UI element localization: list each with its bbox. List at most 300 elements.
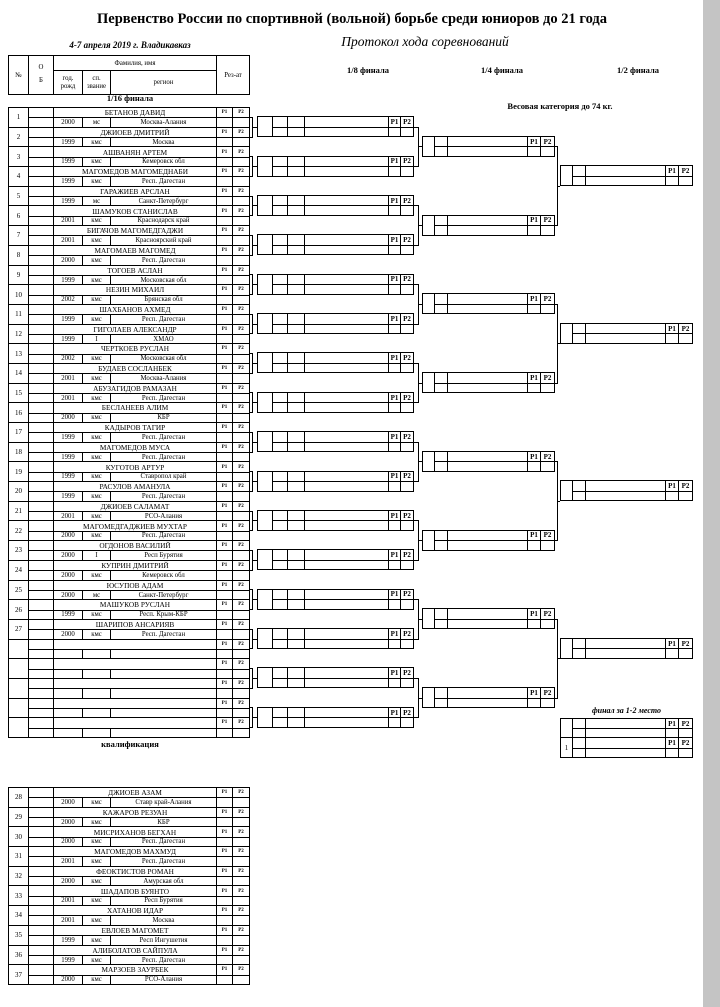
bracket-cell xyxy=(288,166,305,176)
entrant-row xyxy=(9,788,249,807)
bracket-slot-number xyxy=(258,550,273,569)
entrant-name: КАЖАРОВ РЕЗУАН xyxy=(54,808,217,817)
entrant-row xyxy=(9,964,249,984)
entrant-o-cell xyxy=(29,128,54,137)
bracket-cell xyxy=(288,550,305,560)
bracket-cell xyxy=(273,520,288,530)
period1-score xyxy=(217,590,233,599)
entrant-row xyxy=(9,402,249,422)
period1-score xyxy=(217,176,233,185)
entrant-number: 6 xyxy=(9,206,29,225)
period2-score xyxy=(233,491,249,500)
period-label: P2 xyxy=(543,373,552,382)
match-pair-1-16 xyxy=(8,343,250,383)
entrant-o-cell xyxy=(29,285,54,294)
header-year-line1: год. xyxy=(62,75,74,83)
period-label: P2 xyxy=(403,157,411,166)
entrant-number: 22 xyxy=(9,521,29,540)
period2-score xyxy=(233,550,249,559)
bracket-cell xyxy=(305,275,389,285)
bracket-cell xyxy=(273,560,288,570)
period1-label: P1 xyxy=(217,926,233,935)
period1-score xyxy=(217,137,233,146)
bracket-cell xyxy=(666,491,679,501)
period2-label: P2 xyxy=(238,464,244,470)
entrant-region xyxy=(111,728,217,737)
period-label: P2 xyxy=(403,629,411,638)
bracket-cell xyxy=(288,629,305,639)
page-title: Первенство России по спортивной (вольной) борьбе среди юниоров до 21 года xyxy=(96,11,608,27)
match-box-1-8 xyxy=(257,628,414,649)
entrant-number: 21 xyxy=(9,502,29,521)
bracket-cell xyxy=(288,560,305,570)
bracket-cell xyxy=(448,294,528,304)
bracket-cell xyxy=(573,738,586,748)
period2-score xyxy=(233,511,249,520)
bracket-cell xyxy=(305,284,389,294)
bracket-cell xyxy=(435,294,448,304)
bracket-cell xyxy=(666,728,679,737)
match-box-1-8 xyxy=(257,431,414,452)
entrant-rank: кмс xyxy=(83,629,111,638)
entrant-region: Респ Ингушетия xyxy=(111,935,217,944)
bracket-cell xyxy=(573,728,586,737)
period1-label: P1 xyxy=(217,128,233,137)
entrant-number: 18 xyxy=(9,443,29,462)
match-box-1-4 xyxy=(422,215,555,236)
period-label: P1 xyxy=(528,452,541,462)
entrant-row xyxy=(9,266,249,285)
entrant-region: Респ. Дагестан xyxy=(111,531,217,540)
entrant-rank: мс xyxy=(83,117,111,126)
entrant-year xyxy=(54,708,83,717)
entrant-row xyxy=(9,442,249,462)
entrant-number: 14 xyxy=(9,364,29,383)
entrant-region: Респ. Дагестан xyxy=(111,955,217,964)
entrant-row xyxy=(9,245,249,265)
entrant-region: Респ Бурятия xyxy=(111,550,217,559)
entrant-row xyxy=(9,423,249,442)
period-label: P1 xyxy=(389,196,401,206)
entrant-year: 1999 xyxy=(54,472,83,481)
entrant-region: Респ. Дагестан xyxy=(111,432,217,441)
entrant-name: ТОГОЕВ АСЛАН xyxy=(54,266,217,275)
period-label: P2 xyxy=(543,216,552,225)
entrant-region: Респ. Дагестан xyxy=(111,452,217,461)
period2-label: P2 xyxy=(238,523,244,529)
period-label: P2 xyxy=(403,669,411,678)
bracket-cell xyxy=(401,402,413,412)
entrant-o-cell xyxy=(29,344,54,353)
period-label: P2 xyxy=(403,117,411,126)
entrant-name: МАГОМЕДОВ МУСА xyxy=(54,443,217,452)
period2-label: P2 xyxy=(238,967,244,973)
entrant-region: Респ. Дагестан xyxy=(111,314,217,323)
bracket-cell xyxy=(288,599,305,609)
bracket-cell xyxy=(586,333,666,343)
period2-label: P2 xyxy=(238,503,244,509)
period2-label: P2 xyxy=(238,582,244,588)
period-label: P1 xyxy=(666,639,679,649)
match-pair-1-16 xyxy=(8,383,250,423)
match-box-1-4 xyxy=(422,136,555,157)
event-date-place: 4-7 апреля 2019 г. Владикавказ xyxy=(69,40,191,50)
bracket-cell xyxy=(435,619,448,629)
entrant-name: АБУЗАГИДОВ РАМАЗАН xyxy=(54,384,217,393)
entrant-region: РСО-Алания xyxy=(111,511,217,520)
entrant-b-cell xyxy=(29,837,54,846)
entrant-year: 1999 xyxy=(54,314,83,323)
period2-label: P2 xyxy=(238,385,244,391)
period-label: P1 xyxy=(389,393,401,403)
period1-label: P1 xyxy=(217,344,233,353)
period-label: P2 xyxy=(681,719,690,728)
bracket-connector xyxy=(414,560,419,561)
entrant-year: 1999 xyxy=(54,491,83,500)
bracket-slot-number xyxy=(423,373,435,392)
period2-score xyxy=(233,708,249,717)
bracket-slot-number xyxy=(561,481,573,500)
period1-score xyxy=(217,856,233,865)
period1-score xyxy=(217,649,233,658)
period-label: P2 xyxy=(681,167,690,175)
entrant-rank: кмс xyxy=(83,531,111,540)
entrant-name: ЧЕРТКОЕВ РУСЛАН xyxy=(54,344,217,353)
bracket-cell xyxy=(435,225,448,235)
bracket-cell xyxy=(401,639,413,649)
entrant-rank: кмс xyxy=(83,472,111,481)
period2-score xyxy=(233,157,249,166)
bracket-cell xyxy=(288,708,305,718)
round-label-1-4: 1/4 финала xyxy=(480,65,523,75)
period1-score xyxy=(217,629,233,638)
entrant-region: РСО-Алания xyxy=(111,975,217,984)
entrant-rank: кмс xyxy=(83,511,111,520)
entrant-b-cell xyxy=(29,432,54,441)
match-box-1-8 xyxy=(257,667,414,688)
entrant-year: 2000 xyxy=(54,629,83,638)
bracket-cell xyxy=(305,629,389,639)
entrant-region: КБР xyxy=(111,817,217,826)
period2-score xyxy=(233,275,249,284)
entrant-year: 2000 xyxy=(54,570,83,579)
period-label: P2 xyxy=(543,295,552,304)
period1-label: P1 xyxy=(217,167,233,176)
period-label: P1 xyxy=(389,629,401,639)
entrant-rank: кмс xyxy=(83,216,111,225)
bracket-cell xyxy=(305,393,389,403)
period2-score xyxy=(233,255,249,264)
match-pair-1-16 xyxy=(8,422,250,462)
period-label: P1 xyxy=(528,216,541,226)
bracket-cell xyxy=(528,540,541,550)
bracket-cell xyxy=(273,166,288,176)
period2-label: P2 xyxy=(238,149,244,155)
entrant-row xyxy=(9,699,249,718)
period-label: P1 xyxy=(389,117,401,127)
match-pair-1-16 xyxy=(8,225,250,265)
period2-score xyxy=(233,935,249,944)
entrant-name xyxy=(54,718,217,727)
bracket-cell xyxy=(389,678,401,688)
period1-score xyxy=(217,935,233,944)
bracket-cell xyxy=(586,491,666,501)
match-box-1-8 xyxy=(257,707,414,728)
entrant-rank: кмс xyxy=(83,452,111,461)
bracket-cell xyxy=(586,648,666,658)
entrant-region: Москва xyxy=(111,915,217,924)
bracket-connector xyxy=(555,540,558,541)
period1-score xyxy=(217,550,233,559)
final-match-box xyxy=(560,718,693,738)
period-label: P2 xyxy=(403,275,411,284)
entrant-b-cell xyxy=(29,413,54,422)
entrant-region: Респ Бурятия xyxy=(111,896,217,905)
entrant-number: 16 xyxy=(9,403,29,422)
entrant-year: 2000 xyxy=(54,117,83,126)
entrant-row xyxy=(9,620,249,639)
entrant-year: 2000 xyxy=(54,550,83,559)
bracket-cell xyxy=(401,442,413,452)
bracket-slot-number xyxy=(258,590,273,609)
period2-score xyxy=(233,531,249,540)
entrant-region: КБР xyxy=(111,413,217,422)
period-label: P1 xyxy=(528,294,541,304)
entrant-rank: кмс xyxy=(83,275,111,284)
entrant-region: Красноярский край xyxy=(111,235,217,244)
period1-score xyxy=(217,275,233,284)
header-ob-top: О xyxy=(38,64,44,72)
bracket-cell xyxy=(288,275,305,285)
bracket-cell xyxy=(273,708,288,718)
bracket-connector xyxy=(414,639,419,640)
bracket-cell xyxy=(288,127,305,137)
bracket-slot-number xyxy=(258,275,273,294)
period1-score xyxy=(217,728,233,737)
period-label: P1 xyxy=(528,531,541,541)
entrant-number: 4 xyxy=(9,167,29,186)
bracket-cell xyxy=(273,668,288,678)
entrant-row xyxy=(9,205,249,225)
match-box-1-8 xyxy=(257,156,414,177)
period1-score xyxy=(217,511,233,520)
entrant-name: АШВАНЯН АРТЕМ xyxy=(54,147,217,156)
period-label: P2 xyxy=(681,738,690,747)
period1-score xyxy=(217,117,233,126)
match-box-1-4 xyxy=(422,608,555,629)
period1-score xyxy=(217,817,233,826)
period1-score xyxy=(217,837,233,846)
period2-score xyxy=(233,432,249,441)
entrant-row xyxy=(9,807,249,827)
bracket-cell xyxy=(273,314,288,324)
entrant-o-cell xyxy=(29,384,54,393)
entrant-name: МАГОМЕДОВ МАХМУД xyxy=(54,847,217,856)
entrant-rank: мс xyxy=(83,196,111,205)
period1-score xyxy=(217,157,233,166)
bracket-cell xyxy=(666,648,679,658)
bracket-connector xyxy=(250,648,253,649)
entrant-row xyxy=(9,925,249,945)
bracket-cell xyxy=(273,353,288,363)
entrant-row xyxy=(9,827,249,846)
bracket-cell xyxy=(273,717,288,727)
bracket-cell xyxy=(305,196,389,206)
period2-label: P2 xyxy=(238,868,244,874)
period1-score xyxy=(217,708,233,717)
entrant-name: ФЕОКТИСТОВ РОМАН xyxy=(54,867,217,876)
bracket-cell xyxy=(401,717,413,727)
entrant-name: КУПРИН ДМИТРИЙ xyxy=(54,561,217,570)
period1-label: P1 xyxy=(217,226,233,235)
period2-label: P2 xyxy=(238,228,244,234)
bracket-cell xyxy=(273,550,288,560)
bracket-cell xyxy=(273,235,288,245)
bracket-connector xyxy=(250,373,253,374)
period2-score xyxy=(233,235,249,244)
bracket-cell xyxy=(573,748,586,758)
bracket-cell xyxy=(288,668,305,678)
period2-label: P2 xyxy=(238,444,244,450)
entrant-region: Санкт-Петербург xyxy=(111,590,217,599)
period-label: P1 xyxy=(389,550,401,560)
entrant-rank: кмс xyxy=(83,176,111,185)
period1-label: P1 xyxy=(217,718,233,727)
match-box-1-2 xyxy=(560,165,693,186)
bracket-slot-number xyxy=(258,157,273,176)
bracket-cell xyxy=(389,363,401,373)
period1-score xyxy=(217,610,233,619)
bracket-cell xyxy=(288,353,305,363)
bracket-connector xyxy=(250,176,253,177)
period1-score xyxy=(217,432,233,441)
entrant-name: МАГОМЕДОВ МАГОМЕДНАБИ xyxy=(54,167,217,176)
entrant-number: 31 xyxy=(9,847,29,866)
bracket-slot-number xyxy=(258,511,273,530)
period-label: P2 xyxy=(403,511,411,520)
entrant-b-cell xyxy=(29,216,54,225)
match-box-1-8 xyxy=(257,589,414,610)
period1-score xyxy=(217,688,233,697)
final-match-box xyxy=(560,737,693,758)
period-label: P2 xyxy=(543,452,552,461)
entrant-name: БУДАЕВ СОСЛАНБЕК xyxy=(54,364,217,373)
entrant-row xyxy=(9,187,249,206)
entrant-b-cell xyxy=(29,649,54,658)
bracket-cell xyxy=(288,205,305,215)
entrant-number xyxy=(9,718,29,737)
period2-label: P2 xyxy=(238,849,244,855)
bracket-cell xyxy=(305,205,389,215)
bracket-cell xyxy=(288,393,305,403)
entrant-name: МАРЗОЕВ ЗАУРБЕК xyxy=(54,965,217,974)
entrant-b-cell xyxy=(29,817,54,826)
entrant-o-cell xyxy=(29,246,54,255)
entrant-rank: кмс xyxy=(83,413,111,422)
entrant-b-cell xyxy=(29,354,54,363)
bracket-cell xyxy=(573,176,586,186)
entrant-region: Москва-Алания xyxy=(111,373,217,382)
bracket-cell xyxy=(273,678,288,688)
period1-label: P1 xyxy=(217,187,233,196)
bracket-connector xyxy=(250,255,253,256)
entrant-b-cell xyxy=(29,334,54,343)
entrant-o-cell xyxy=(29,541,54,550)
entrant-row xyxy=(9,384,249,403)
final-label: финал за 1-2 место xyxy=(591,706,662,715)
bracket-cell xyxy=(401,481,413,491)
bracket-cell xyxy=(288,284,305,294)
header-ob xyxy=(29,56,54,94)
period-label: P1 xyxy=(389,708,401,718)
match-box-1-4 xyxy=(422,530,555,551)
entrant-number: 17 xyxy=(9,423,29,442)
entrant-name: БЕСЛАНЕЕВ АЛИМ xyxy=(54,403,217,412)
entrant-year: 1999 xyxy=(54,157,83,166)
entrant-rank: кмс xyxy=(83,975,111,984)
bracket-connector xyxy=(250,688,253,689)
bracket-cell xyxy=(448,531,528,541)
period1-label: P1 xyxy=(217,482,233,491)
entrant-rank: кмс xyxy=(83,817,111,826)
bracket-cell xyxy=(435,609,448,619)
period-label: P1 xyxy=(666,481,679,491)
period2-score xyxy=(233,413,249,422)
entrant-o-cell xyxy=(29,167,54,176)
header-rank-line1: сп. xyxy=(92,75,101,83)
match-pair-1-16 xyxy=(8,107,250,147)
entrant-region: Москва xyxy=(111,137,217,146)
bracket-connector xyxy=(250,137,253,138)
bracket-cell xyxy=(288,324,305,334)
entrant-number: 3 xyxy=(9,147,29,166)
entrant-b-cell xyxy=(29,975,54,984)
bracket-slot-number xyxy=(258,196,273,215)
period1-label: P1 xyxy=(217,462,233,471)
bracket-cell xyxy=(273,402,288,412)
bracket-cell xyxy=(666,748,679,758)
entrant-region: Респ. Крым-КБР xyxy=(111,610,217,619)
entrant-o-cell xyxy=(29,423,54,432)
period2-score xyxy=(233,373,249,382)
match-box-1-8 xyxy=(257,234,414,255)
entrant-year: 1999 xyxy=(54,935,83,944)
period1-label: P1 xyxy=(217,502,233,511)
entrant-name xyxy=(54,659,217,668)
bracket-cell xyxy=(586,728,666,737)
header-year-line2: рожд xyxy=(60,82,76,90)
entrant-rank: кмс xyxy=(83,570,111,579)
entrant-year: 2001 xyxy=(54,511,83,520)
period-label: P2 xyxy=(543,610,552,619)
bracket-slot-number xyxy=(561,324,573,343)
period-label: P2 xyxy=(681,324,690,333)
entrant-o-cell xyxy=(29,926,54,935)
entrant-year: 2001 xyxy=(54,896,83,905)
period2-score xyxy=(233,354,249,363)
bracket-slot-number xyxy=(258,235,273,254)
entrant-rank: кмс xyxy=(83,797,111,806)
entrant-o-cell xyxy=(29,827,54,836)
entrant-rank: кмс xyxy=(83,955,111,964)
bracket-cell xyxy=(273,639,288,649)
entrant-year xyxy=(54,728,83,737)
period1-label: P1 xyxy=(217,788,233,797)
entrant-row xyxy=(9,867,249,886)
period2-score xyxy=(233,176,249,185)
entrant-year: 2001 xyxy=(54,373,83,382)
bracket-slot-number xyxy=(423,452,435,471)
